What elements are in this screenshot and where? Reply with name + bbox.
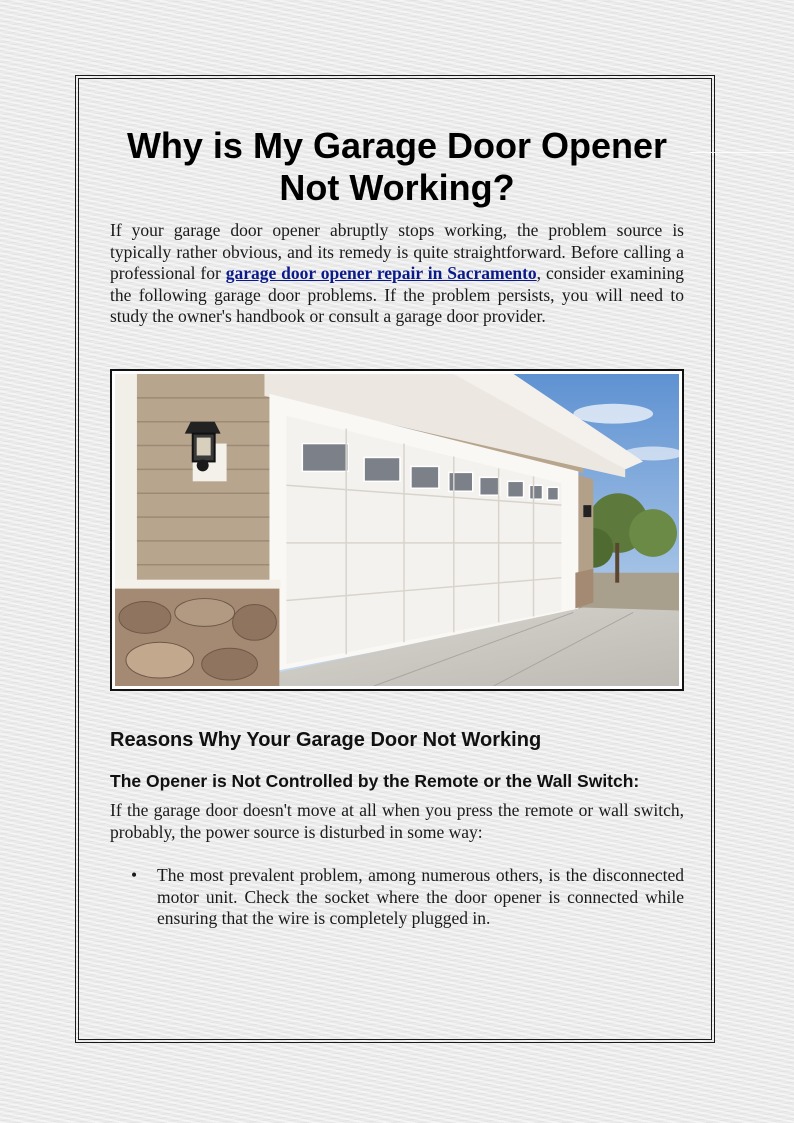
section-heading: Reasons Why Your Garage Door Not Working bbox=[110, 729, 542, 751]
bullet-marker: • bbox=[131, 865, 138, 885]
body-paragraph: If the garage door doesn't move at all when you press the remote or wall switch, probably, the power source is disturbed in some way: bbox=[110, 800, 684, 842]
paper-mark bbox=[690, 152, 794, 153]
list-item: The most prevalent problem, among numerous others, is the disconnected motor unit. Check the socket where the door opener is connected while ensuring that the wire is completely plugged in. bbox=[157, 865, 684, 929]
intro-text-before: If your garage door opener abruptly stops working, the problem source is typically rather obvious, and its remedy is quite straightforward. Before calling a professional for bbox=[110, 220, 684, 284]
intro-text-after: , consider examining the following garage door problems. If the problem persists, you will need to study the owner's handbook or consult a garage door provider. bbox=[110, 263, 684, 327]
subheading: The Opener is Not Controlled by the Remote or the Wall Switch: bbox=[110, 771, 640, 791]
garage-illustration bbox=[115, 374, 679, 686]
sacramento-repair-link[interactable]: garage door opener repair in Sacramento bbox=[225, 263, 537, 284]
intro-paragraph bbox=[110, 220, 684, 328]
page-title: Why is My Garage Door Opener Not Working? bbox=[126, 125, 668, 208]
garage-door-photo bbox=[110, 369, 684, 691]
